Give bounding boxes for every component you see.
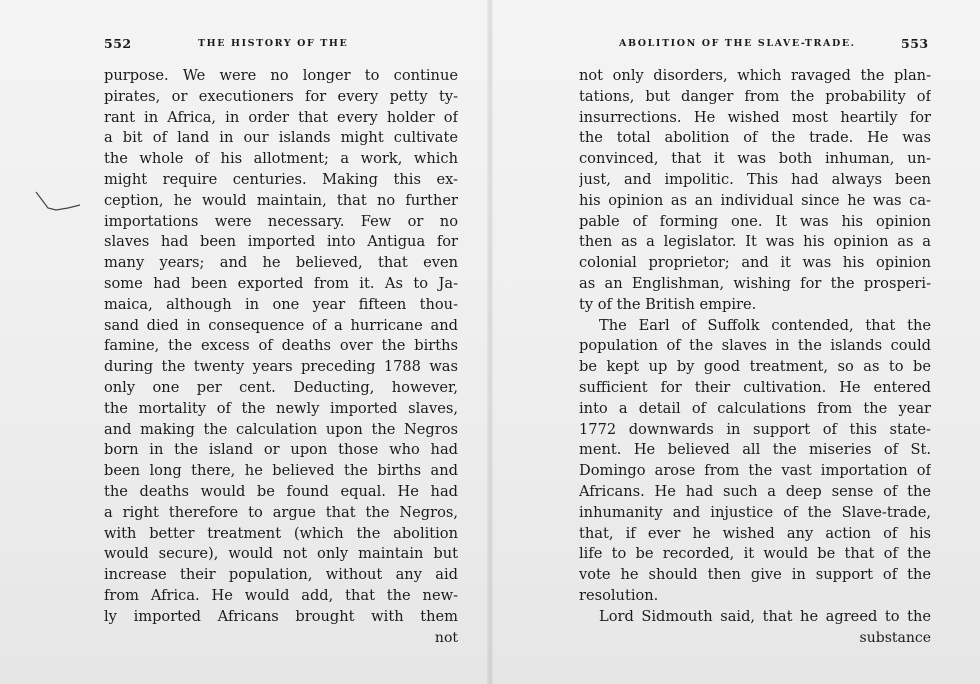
text-line: rant in Africa, in order that every holder of (104, 108, 458, 126)
text-line: into a detail of calculations from the year (579, 399, 931, 417)
text-line: the mortality of the newly imported slaves, (104, 399, 458, 417)
text-line: not only disorders, which ravaged the plan- (579, 67, 931, 84)
text-line: Domingo arose from the vast importation of (579, 462, 931, 480)
text-line: increase their population, without any aid (104, 566, 458, 584)
text-line: ment. He believed all the miseries of St. (579, 441, 931, 459)
text-line: just, and impolitic. This had always been (579, 170, 931, 188)
right-page (490, 0, 980, 684)
text-line: importations were necessary. Few or no (104, 212, 458, 230)
margin-pencil-mark (34, 188, 84, 218)
text-line: some had been exported from it. As to Ja- (104, 274, 458, 292)
text-line: Lord Sidmouth said, that he agreed to the (599, 607, 931, 625)
text-line: ty of the British empire. (579, 295, 757, 313)
text-line: insurrections. He wished most heartily for (579, 108, 931, 126)
text-line: be kept up by good treatment, so as to be (579, 358, 931, 376)
text-line: life to be recorded, it would be that of the (579, 545, 931, 563)
text-line: would secure), would not only maintain but (104, 545, 458, 563)
right-page-body (579, 66, 931, 647)
text-line: The Earl of Suffolk contended, that the (599, 316, 931, 334)
text-line: purpose. We were no longer to continue (104, 67, 458, 84)
text-line: his opinion as an individual since he was ca- (579, 191, 931, 209)
text-line: and making the calculation upon the Negros (104, 420, 458, 438)
text-line: Africans. He had such a deep sense of the (579, 482, 931, 500)
text-line: as an Englishman, wishing for the prosperi- (579, 274, 931, 292)
text-line: the deaths would be found equal. He had (104, 482, 458, 500)
text-line: pable of forming one. It was his opinion (579, 212, 931, 230)
text-line: colonial proprietor; and it was his opinion (579, 254, 931, 272)
text-line: famine, the excess of deaths over the births (104, 337, 458, 355)
text-line: with better treatment (which the abolition (104, 524, 458, 542)
text-line: during the twenty years preceding 1788 was (104, 358, 458, 376)
text-line: maica, although in one year fifteen thou- (104, 295, 458, 313)
text-line: population of the slaves in the islands could (579, 337, 931, 355)
text-line: the total abolition of the trade. He was (579, 129, 931, 147)
text-line: resolution. (579, 586, 659, 604)
text-line: that, if ever he wished any action of his (579, 524, 931, 542)
text-line: the whole of his allotment; a work, which (104, 150, 458, 168)
text-line: sufficient for their cultivation. He entered (579, 378, 931, 396)
left-page-body (104, 66, 458, 647)
text-line: many years; and he believed, that even (104, 254, 458, 272)
right-catchword: substance (859, 629, 931, 646)
text-line: sand died in consequence of a hurricane and (104, 316, 458, 334)
text-line: been long there, he believed the births and (104, 462, 458, 480)
text-line: a right therefore to argue that the Negros, (104, 503, 458, 521)
text-line: from Africa. He would add, that the new- (104, 586, 458, 604)
text-line: slaves had been imported into Antigua for (104, 233, 458, 251)
text-line: 1772 downwards in support of this state- (579, 420, 931, 438)
text-line: born in the island or upon those who had (104, 441, 458, 459)
text-line: a bit of land in our islands might cultivate (104, 129, 458, 147)
text-line: ception, he would maintain, that no further (104, 191, 458, 209)
left-catchword: not (434, 629, 458, 646)
text-line: ly imported Africans brought with them (104, 607, 458, 625)
text-line: tations, but danger from the probability of (579, 87, 931, 105)
text-line: pirates, or executioners for every petty ty- (104, 87, 458, 105)
text-line: then as a legislator. It was his opinion as a (579, 233, 931, 251)
left-page-number: 552 (104, 36, 132, 51)
text-line: inhumanity and injustice of the Slave-trade, (579, 503, 931, 521)
right-running-head: ABOLITION OF THE SLAVE-TRADE. (619, 38, 856, 49)
text-line: only one per cent. Deducting, however, (104, 378, 458, 396)
text-line: convinced, that it was both inhuman, un- (579, 150, 931, 168)
left-running-head: THE HISTORY OF THE (198, 38, 349, 49)
text-line: vote he should then give in support of the (579, 566, 931, 584)
text-line: might require centuries. Making this ex- (104, 170, 458, 188)
right-page-number: 553 (901, 36, 929, 51)
